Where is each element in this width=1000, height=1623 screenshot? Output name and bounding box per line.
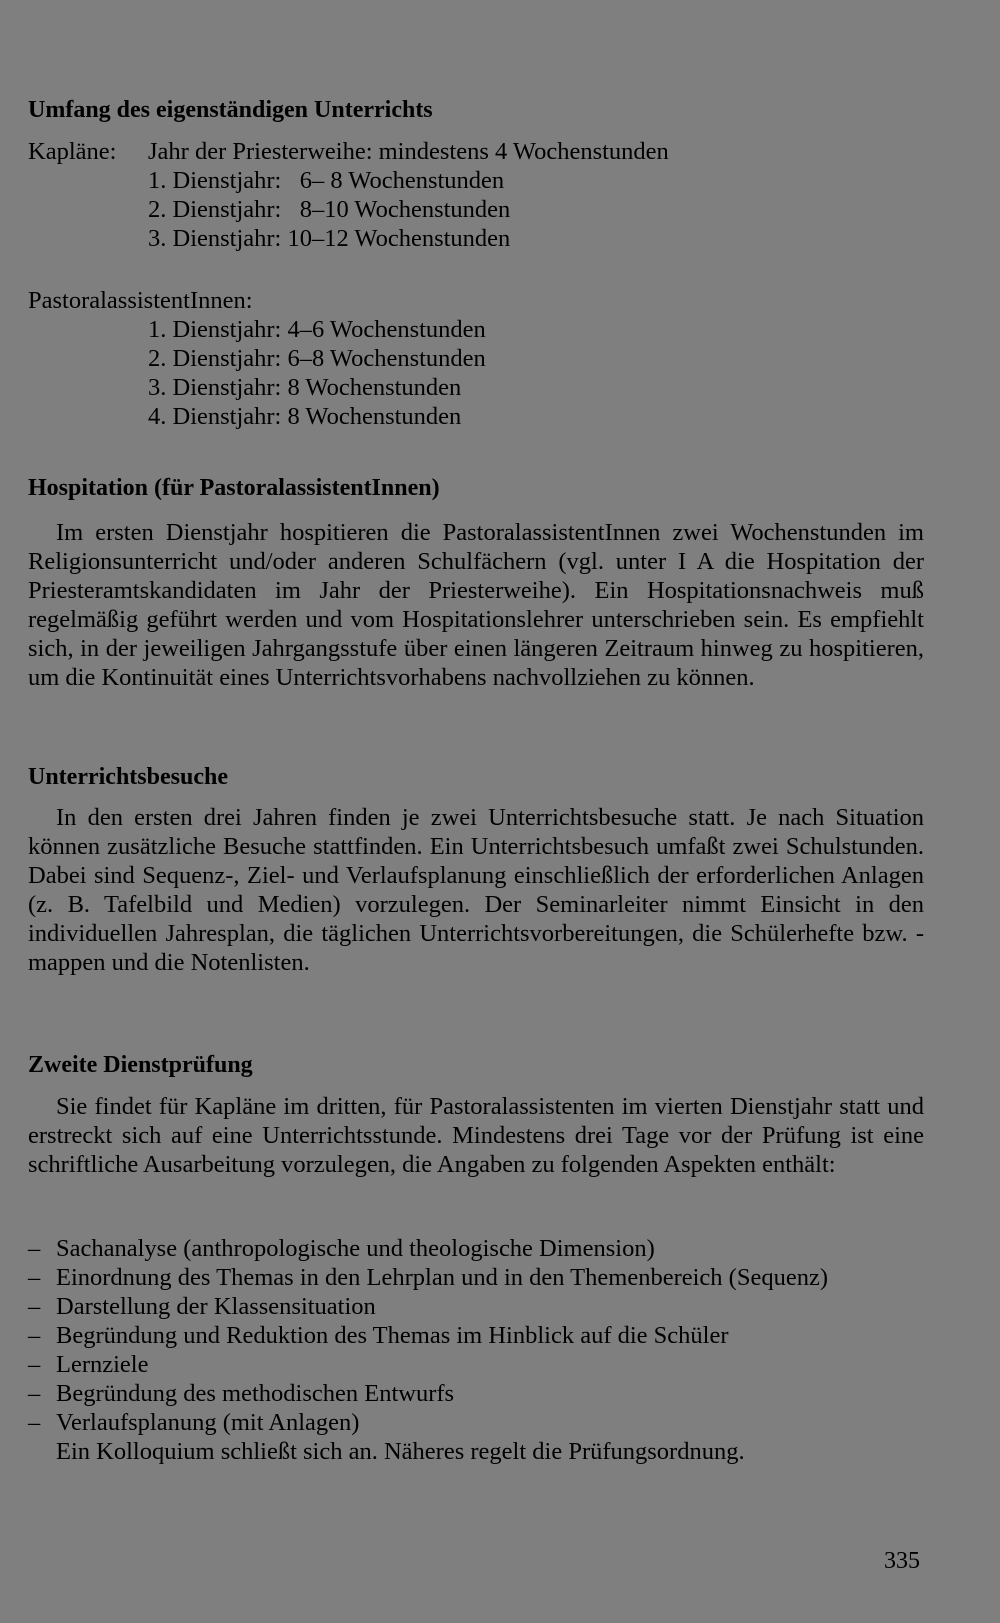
heading-umfang: Umfang des eigenständigen Unterrichts (28, 97, 433, 123)
list-item (28, 1379, 924, 1408)
paragraph-text: Sie findet für Kapläne im dritten, für Pastoralassistenten im vierten Dienstjahr statt und erstreckt sich auf eine Unterrichtsstunde. Mindestens drei Tage vor der Prüfung ist eine schriftliche Ausarbeitung vorzulegen, die Angaben zu folgenden Aspekten enthält: (28, 1093, 924, 1178)
dash-marker: – (28, 1322, 41, 1349)
label-pastoral: PastoralassistentInnen: (28, 287, 253, 314)
paragraph-besuche (28, 803, 924, 977)
dash-marker: – (28, 1380, 41, 1407)
paragraph-text: Im ersten Dienstjahr hospitieren die PastoralassistentInnen zwei Wochenstunden im Religionsunterricht und/oder anderen Schulfächern (vgl. unter I A die Hospitation der Priesteramtskandidaten im Jahr der Priesterweihe). Ein Hospitationsnachweis muß regelmäßig geführt werden und vom Hospitationslehrer unterschrieben sein. Es empfiehlt sich, in der jeweiligen Jahrgangsstufe über einen längeren Zeitraum hinweg zu hospitieren, um die Kontinuität eines Unterrichtsvorhabens nachvollziehen zu können. (28, 519, 924, 691)
paragraph-pruefung (28, 1092, 924, 1179)
list-item (28, 1263, 924, 1292)
paragraph-text: In den ersten drei Jahren finden je zwei Unterrichtsbesuche statt. Je nach Situation können zusätzliche Besuche stattfinden. Ein Unterrichtsbesuch umfaßt zwei Schulstunden. Dabei sind Sequenz-, Ziel- und Verlaufsplanung einschließlich der erforderlichen Anlagen (z. B. Tafelbild und Medien) vorzulegen. Der Seminarleiter nimmt Einsicht in den individuellen Jahresplan, die täglichen Unterrichtsvorbereitungen, die Schülerhefte bzw. -mappen und die Notenlisten. (28, 804, 924, 976)
list-item-text: Lernziele (56, 1351, 149, 1378)
aspects-list (28, 1234, 924, 1466)
dash-marker: – (28, 1264, 41, 1291)
dash-marker: – (28, 1351, 41, 1378)
kaplaene-line: Jahr der Priesterweihe: mindestens 4 Wochenstunden (148, 138, 669, 165)
page-number: 335 (884, 1548, 920, 1574)
heading-hospitation: Hospitation (für PastoralassistentInnen) (28, 475, 440, 501)
label-kaplaene: Kapläne: (28, 138, 117, 165)
pastoral-line: 4. Dienstjahr: 8 Wochenstunden (148, 403, 462, 430)
list-item (28, 1234, 924, 1263)
pastoral-line: 3. Dienstjahr: 8 Wochenstunden (148, 374, 462, 401)
dash-marker: – (28, 1235, 41, 1262)
list-item-text: Darstellung der Klassensituation (56, 1293, 376, 1320)
dash-marker: – (28, 1409, 41, 1436)
kaplaene-line: 3. Dienstjahr: 10–12 Wochenstunden (148, 225, 511, 252)
kaplaene-line: 1. Dienstjahr: 6– 8 Wochenstunden (148, 167, 505, 194)
list-item (28, 1408, 924, 1437)
list-item (28, 1321, 924, 1350)
list-item (28, 1292, 924, 1321)
list-item-text: Begründung und Reduktion des Themas im Hinblick auf die Schüler (56, 1322, 729, 1349)
kaplaene-line: 2. Dienstjahr: 8–10 Wochenstunden (148, 196, 511, 223)
pastoral-line: 2. Dienstjahr: 6–8 Wochenstunden (148, 345, 486, 372)
list-item-text: Sachanalyse (anthropologische und theologische Dimension) (56, 1235, 655, 1262)
list-item (28, 1350, 924, 1379)
list-item-text: Begründung des methodischen Entwurfs (56, 1380, 455, 1407)
list-item-text: Einordnung des Themas in den Lehrplan und in den Themenbereich (Sequenz) (56, 1264, 828, 1291)
pastoral-line: 1. Dienstjahr: 4–6 Wochenstunden (148, 316, 486, 343)
paragraph-hospitation (28, 518, 924, 692)
closing-sentence: Ein Kolloquium schließt sich an. Näheres regelt die Prüfungsordnung. (56, 1438, 745, 1465)
heading-besuche: Unterrichtsbesuche (28, 764, 228, 790)
list-item-text: Verlaufsplanung (mit Anlagen) (56, 1409, 360, 1436)
dash-marker: – (28, 1293, 41, 1320)
heading-pruefung: Zweite Dienstprüfung (28, 1052, 253, 1078)
